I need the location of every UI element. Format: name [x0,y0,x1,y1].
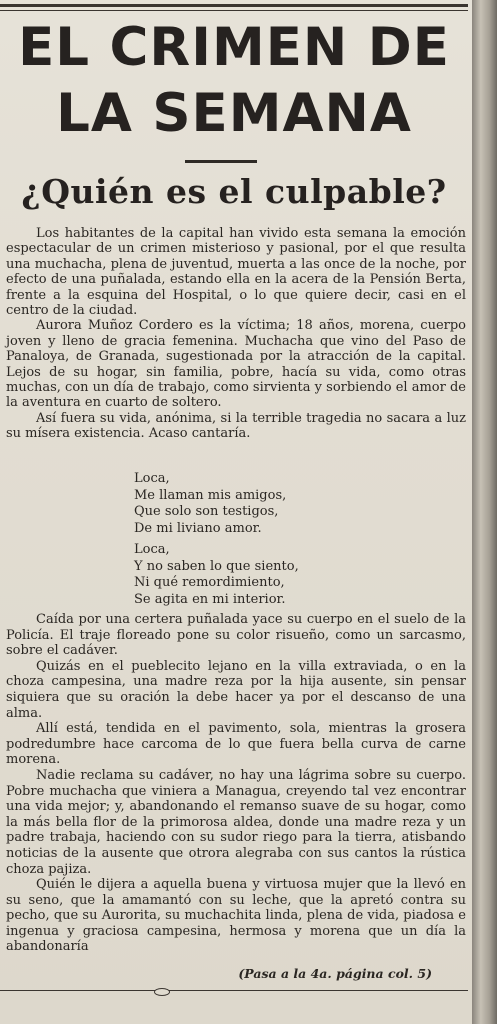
page-fold-edge [472,0,497,1024]
headline-divider [185,160,257,163]
paragraph: Quién le dijera a aquella buena y virtuosa mujer que la llevó en su seno, que la amamantó con su leche, que la apretó contra su pecho, que su Aurorita, su muchachita linda, plena de vida, piadosa e ingenua y graciosa campesina, hermosa y morena que un día la abandonaría [6,877,466,955]
poem-line: Que solo son testigos, [134,504,279,519]
paragraph: Quizás en el pueblecito lejano en la villa extraviada, o en la choza campesina, una madre reza por la hija ausente, sin pensar siquiera que su oración la debe hacer ya por el descanso de una alma. [6,658,466,721]
top-rule-thin [0,10,468,11]
poem-line: Se agita en mi interior. [134,591,286,607]
top-rule [0,4,468,7]
bottom-rule [0,990,468,991]
paragraph: Aurora Muñoz Cordero es la víctima; 18 años, morena, cuerpo joven y lleno de gracia femenina. Muchacha que vino del Paso de Panaloya, de Granada, sugestionada por la atracción de la capital. Lejos de su hogar, sin familia, pobre, hacía su vida, como otras muchas, con un día de trabajo, como sirvienta y sorbiendo el amor de la aventura en cuarto de soltero. [6,318,466,411]
article-body-part-2 [6,612,466,955]
poem-stanza-2 [134,542,299,608]
poem-line: Me llaman mis amigos, [134,487,287,503]
paragraph: Allí está, tendida en el pavimento, sola, mientras la grosera podredumbre hace carcoma de lo que fuera bella curva de carne morena. [6,721,466,768]
paragraph: Así fuera su vida, anónima, si la terrible tragedia no sacara a luz su mísera existencia. Acaso cantaría. [6,410,466,442]
paragraph: Caída por una certera puñalada yace su cuerpo en el suelo de la Policía. El traje floreado pone su color risueño, como un sarcasmo, sobre el cadáver. [6,612,466,659]
paragraph: Nadie reclama su cadáver, no hay una lágrima sobre su cuerpo. Pobre muchacha que viniera a Managua, creyendo tal vez encontrar una vida mejor; y, abandonando el remanso suave de su hogar, como la más bella flor de la primorosa aldea, donde una madre reza y un padre trabaja, haciendo con su sudor riego para la tierra, atisbando noticias de la ausente que otrora alegraba con sus cantos la rústica choza pajiza. [6,767,466,877]
poem-line: Ni qué remordimiento, [134,575,285,590]
paragraph: Los habitantes de la capital han vivido esta semana la emoción espectacular de un crimen misterioso y pasional, por el que resulta una muchacha, plena de juventud, muerta a las once de la noche, por efecto de una puñalada, estando ella en la acera de la Pensión Berta, frente a la esquina del Hospital, o lo que quiere decir, casi en el centro de la ciudad. [6,226,466,319]
poem-line: Loca, [134,542,170,557]
headline-line-1: EL CRIMEN DE [18,17,450,78]
headline-line-2: LA SEMANA [56,83,412,144]
poem-line: Loca, [134,471,170,486]
poem-stanza-1 [134,471,286,537]
subheadline: ¿Quién es el culpable? [21,172,447,211]
poem-line: Y no saben lo que siento, [134,558,299,574]
continued-note: (Pasa a la 4a. página col. 5) [238,966,432,981]
bottom-ornament [154,988,170,996]
article-body-part-1 [6,226,466,442]
poem-line: De mi liviano amor. [134,520,262,536]
